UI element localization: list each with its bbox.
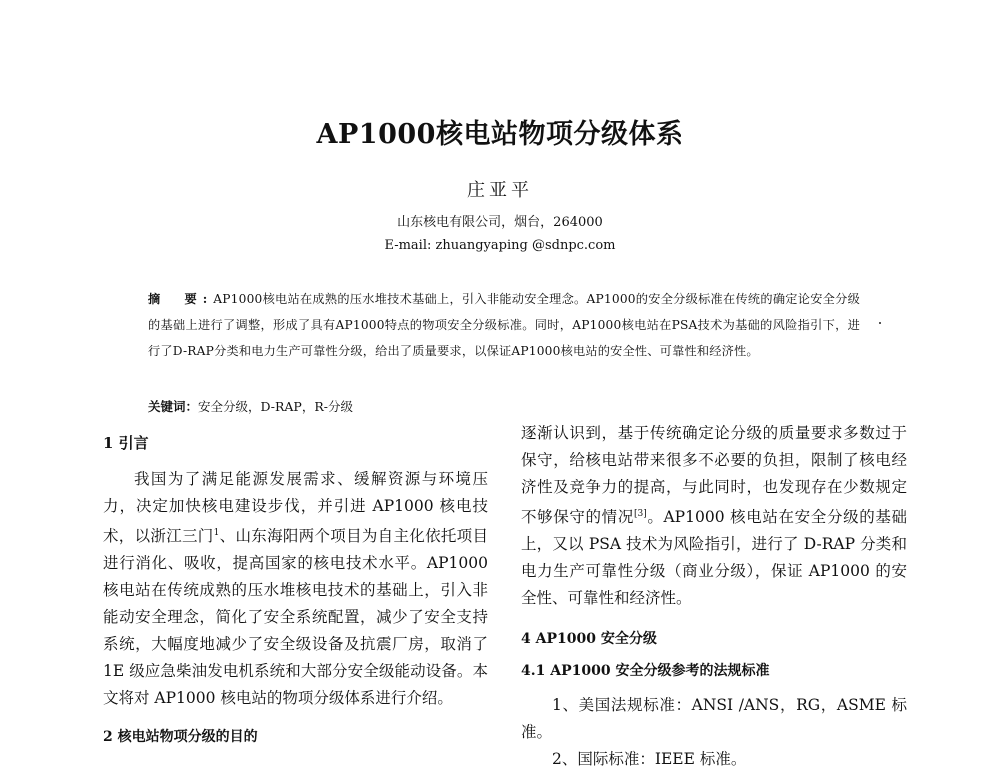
continuation-text-part2: 。AP1000 核电站在安全分级的基础上，又以 PSA 技术为风险指引，进行了 D-RAP 分类和电力生产可靠性分级（商业分级），保证 AP1000 的安全性、可靠性和经济性。 — [521, 508, 907, 608]
standards-list-item-us: 1、美国法规标准：ANSI /ANS，RG，ASME 标准。 — [521, 696, 907, 742]
continuation-paragraph — [521, 420, 907, 612]
author-affiliation: 山东核电有限公司，烟台，264000 — [397, 215, 603, 230]
left-column — [103, 424, 488, 758]
continuation-text-part1: 逐渐认识到，基于传统确定论分级的质量要求多数过于保守，给核电站带来很多不必要的负担，限制了核电经济性及竞争力的提高，与此同时，也发现存在少数规定不够保守的情况 — [521, 424, 907, 527]
subsection-heading-reference-standards: 4.1 AP1000 安全分级参考的法规标准 — [521, 663, 770, 680]
paper-title: AP1000核电站物项分级体系 — [316, 119, 684, 150]
standards-list-item-international: 2、国际标准：IEEE 标准。 — [552, 750, 747, 769]
section-heading-purpose: 2 核电站物项分级的目的 — [103, 729, 258, 746]
citation-marker-3: [3] — [633, 509, 647, 519]
keywords-text: 安全分级，D-RAP，R-分级 — [198, 399, 353, 414]
author-email: E-mail: zhuangyaping @sdnpc.com — [384, 238, 616, 253]
introduction-paragraph — [103, 466, 488, 712]
intro-text-part1: 我国为了满足能源发展需求、缓解资源与环境压力，决定加快核电建设步伐，并引进 AP1000 核电技术，以浙江三门 — [103, 470, 488, 546]
right-column — [521, 424, 907, 773]
abstract-text: AP1000核电站在成熟的压水堆技术基础上，引入非能动安全理念。AP1000的安全分级标准在传统的确定论安全分级的基础上进行了调整，形成了具有AP1000特点的物项安全分级标准。同时，AP1000核电站在PSA技术为基础的风险指引下，进行了D-RAP分类和电力生产可靠性分级，给出了质量要求，以保证AP1000核电站的安全性、可靠性和经济性。 — [148, 292, 860, 358]
author-name: 庄亚平 — [467, 180, 533, 201]
keywords-label: 关键词： — [148, 399, 199, 414]
scan-speck — [879, 322, 881, 324]
keywords — [148, 397, 860, 415]
footnote-marker-1: 1 — [213, 528, 220, 538]
section-heading-introduction: 1 引言 — [103, 434, 149, 452]
abstract — [148, 286, 860, 364]
section-heading-ap1000-safety-classification: 4 AP1000 安全分级 — [521, 631, 657, 648]
abstract-label: 摘 要: — [148, 292, 214, 306]
intro-text-part2: 、山东海阳两个项目为自主化依托项目进行消化、吸收，提高国家的核电技术水平。AP1000 核电站在传统成熟的压水堆核电技术的基础上，引入非能动安全理念，简化了安全系统配置，减少了安全支持系统，大幅度地减少了安全级设备及抗震厂房，取消了 1E 级应急柴油发电机系统和大部分安全级能动设备。本文将对 AP1000 核电站的物项分级体系进行介绍。 — [103, 527, 488, 708]
